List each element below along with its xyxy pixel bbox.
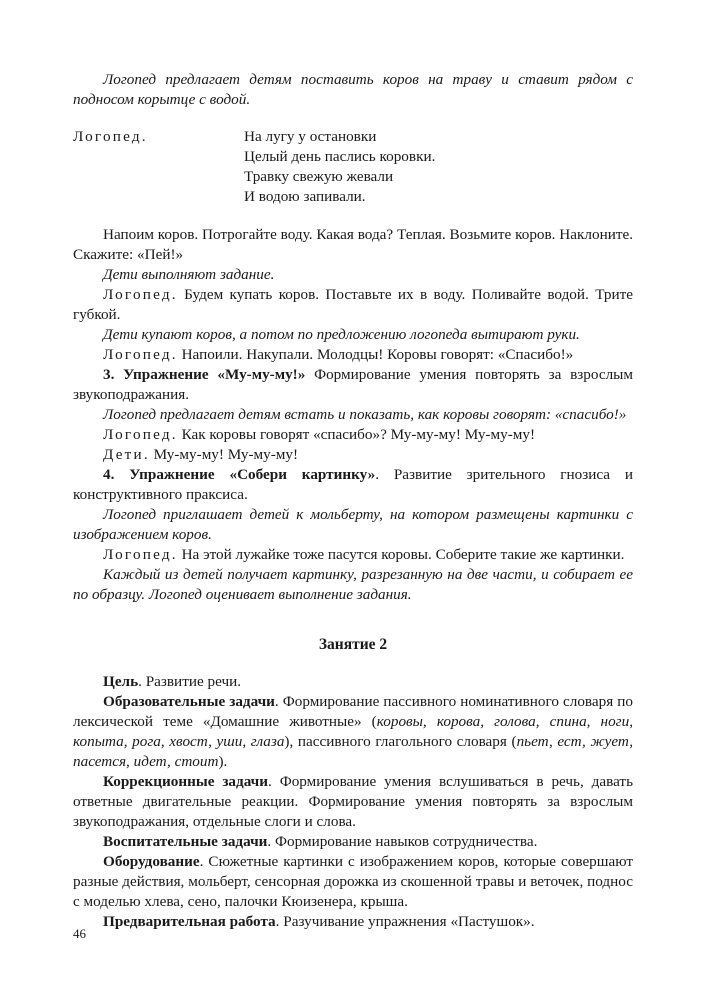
exercise-title: 4. Упражнение «Собери картинку» xyxy=(103,466,376,483)
poem-line: Целый день паслись коровки. xyxy=(244,148,436,165)
edu-text: . Формирование пассивного номинативного словаря по лексической теме «Домашние животные» ( xyxy=(73,693,633,730)
speaker-label: Дети. xyxy=(103,446,150,463)
poem-speaker: Логопед. xyxy=(73,128,148,145)
speaker-label: Логопед. xyxy=(103,546,178,563)
edu-label: Образовательные задачи xyxy=(103,693,275,710)
exercise-text: . Развитие зрительного гнозиса и конструктивного праксиса. xyxy=(73,466,633,503)
vosp-text: . Формирование навыков сотрудничества. xyxy=(267,833,538,850)
page-number: 46 xyxy=(73,926,86,941)
paragraph-dialogue xyxy=(73,545,633,565)
exercise-title: 3. Упражнение «Му-му-му!» xyxy=(103,366,306,383)
paragraph-exercise xyxy=(73,365,633,405)
section-heading: Занятие 2 xyxy=(318,636,388,653)
poem-block xyxy=(73,127,633,207)
paragraph-stage-direction: Логопед предлагает детям встать и показать, как коровы говорят: «спасибо!» xyxy=(103,406,627,423)
edu-text: ). xyxy=(218,753,228,770)
speaker-label: Логопед. xyxy=(103,286,178,303)
paragraph-edu-tasks xyxy=(73,692,633,772)
equip-text: . Сюжетные картинки с изображением коров, которые совершают разные действия, мольберт, сенсорная дорожка из скошенной травы и веточек, поднос с моделью хлева, сено, палочки Кюизенера, крыша. xyxy=(73,853,633,910)
speaker-label: Логопед. xyxy=(103,346,178,363)
dialogue-text: Как коровы говорят «спасибо»? Му-му-му! Му-му-му! xyxy=(177,426,536,443)
prelim-label: Предварительная работа xyxy=(103,913,276,930)
paragraph-dialogue xyxy=(73,285,633,325)
vosp-label: Воспитательные задачи xyxy=(103,833,268,850)
dialogue-text: На этой лужайке тоже пасутся коровы. Соберите такие же картинки. xyxy=(177,546,625,563)
poem-line: И водою запивали. xyxy=(244,188,366,205)
equip-label: Оборудование xyxy=(103,853,200,870)
paragraph-stage-direction: Каждый из детей получает картинку, разрезанную на две части, и собирает ее по образцу. Логопед оценивает выполнение задания. xyxy=(73,566,633,603)
paragraph-corr-tasks xyxy=(73,772,633,832)
paragraph-stage-direction: Дети купают коров, а потом по предложению логопеда вытирают руки. xyxy=(103,326,580,343)
poem-line: На лугу у остановки xyxy=(244,128,377,145)
paragraph-vosp-tasks xyxy=(73,832,633,852)
paragraph-stage-direction: Логопед приглашает детей к мольберту, на котором размещены картинки с изображением коров. xyxy=(73,506,633,543)
corr-label: Коррекционные задачи xyxy=(103,773,269,790)
paragraph-equipment xyxy=(73,852,633,912)
dialogue-text: Му-му-му! Му-му-му! xyxy=(149,446,299,463)
goal-text: . Развитие речи. xyxy=(138,673,242,690)
paragraph-dialogue xyxy=(73,425,633,445)
paragraph-dialogue xyxy=(73,345,633,365)
paragraph: Напоим коров. Потрогайте воду. Какая вода? Теплая. Возьмите коров. Наклоните. Скажите: «Пей!» xyxy=(73,226,633,263)
exercise-text: Формирование умения повторять за взрослым звукоподражания. xyxy=(73,366,633,403)
paragraph-stage-direction: Дети выполняют задание. xyxy=(103,266,275,283)
corr-text: . Формирование умения вслушиваться в речь, давать ответные двигательные реакции. Формирование умения повторять за взрослым звукоподражания, отдельные слоги и слова. xyxy=(73,773,633,830)
prelim-text: . Разучивание упражнения «Пастушок». xyxy=(275,913,535,930)
paragraph-dialogue xyxy=(73,445,633,465)
goal-label: Цель xyxy=(103,673,139,690)
speaker-label: Логопед. xyxy=(103,426,178,443)
dialogue-text: Будем купать коров. Поставьте их в воду. Поливайте водой. Трите губкой. xyxy=(73,286,633,323)
paragraph-prelim xyxy=(73,912,633,932)
edu-nouns: коровы, корова, голова, спина, ноги, копыта, рога, хвост, уши, глаза xyxy=(73,713,633,750)
poem-line: Травку свежую жевали xyxy=(244,168,394,185)
poem-lines xyxy=(244,127,435,207)
paragraph-stage-direction: Логопед предлагает детям поставить коров на траву и ставит рядом с подносом корытце с водой. xyxy=(73,71,633,108)
paragraph-exercise xyxy=(73,465,633,505)
edu-text: ), пассивного глагольного словаря ( xyxy=(284,733,517,750)
edu-verbs: пьет, ест, жует, пасется, идет, стоит xyxy=(73,733,634,770)
page-body xyxy=(73,70,633,932)
paragraph-goal xyxy=(73,672,633,692)
dialogue-text: Напоили. Накупали. Молодцы! Коровы говорят: «Спасибо!» xyxy=(177,346,574,363)
